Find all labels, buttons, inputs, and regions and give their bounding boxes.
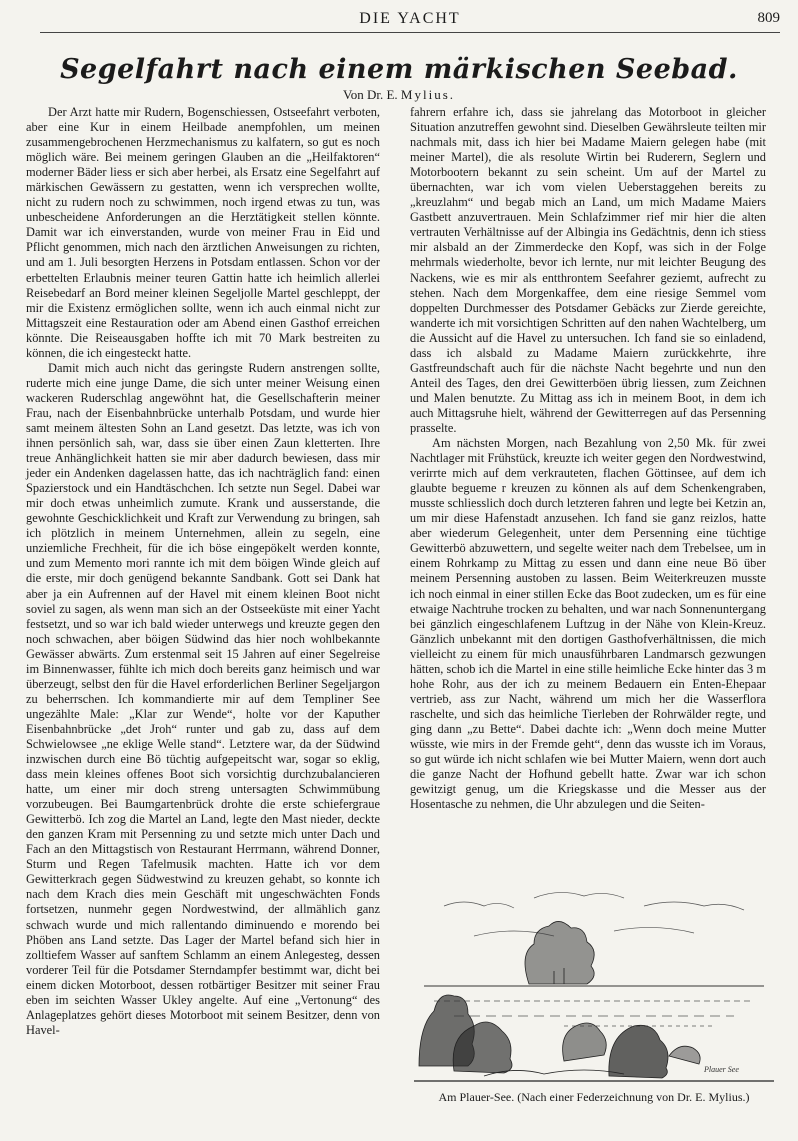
- illustration-caption: [414, 1090, 774, 1105]
- article-title: Segelfahrt nach einem märkischen Seebad.: [60, 54, 738, 85]
- pen-drawing-illustration: [414, 876, 774, 1084]
- paragraph-3: fahrern erfahre ich, dass sie jahrelang das Motorboot in gleicher Situation anzutreffen gewohnt sind. Dieselben Gewährsleute teilten mir nachmals mit, dass ich hier bei Madame Maiern gelegen habe (mit meiner Martel), die als resolute Wirtin bei Ruderern, Seglern und Motorbootern bekannt zu sein scheint. Um auf der Martel zu übernachten, war ich vom vielen Ueberstaggehen bereits zu „kreuzlahm“ und begab mich an Land, um mich Madame Maiers Gastbett anzuvertrauen. Mein Schlafzimmer rief mir hier die alten vertrauten Verhältnisse auf der Albingia ins Gedächtnis, denn ich stiess mir alsbald an der Zimmerdecke den Kopf, was sich in der Folge mehrmals wiederholte, bevor ich lernte, nur mit leichter Beugung des Nackens, wie es mir als entthrontem Seefahrer geziemt, aufrecht zu stehen. Nach dem Morgenkaffee, dem eine riesige Semmel vom doppelten Durchmesser des Potsdamer Gebäcks zur Zierde gereichte, wanderte ich mit vorsichtigen Schritten auf den nahen Wachtelberg, um die Aussicht auf die Havel zu untersuchen. Ich fand sie so einladend, dass ich alsbald zu Madame Maiern zurückkehrte, ihre Gastfreundschaft auch für die nächste Nacht begehrte und nun den Anteil des Tages, den drei Gewitterböen übrig liessen, zum Zeichnen und Malen benutzte. Zu Mittag ass ich in meinem Boot, in dem ich auch Mittagsruhe hielt, während der Gewitterregen auf das Persenning prasselte.: [410, 105, 766, 435]
- column-left: [26, 105, 380, 1038]
- caption-note: (Nach einer Federzeichnung von Dr. E. Mylius.): [517, 1090, 750, 1104]
- byline-prefix: Von Dr. E.: [343, 87, 398, 102]
- byline-author: Mylius.: [400, 87, 455, 102]
- running-head: DIE YACHT: [359, 10, 461, 27]
- page-number: 809: [757, 10, 780, 26]
- paragraph-1: Der Arzt hatte mir Rudern, Bogenschiessen, Ostseefahrt verboten, aber eine Kur in einem Heilbade anempfohlen, um meinen zusammengebrochenen Herzmechanismus zu kalfatern, so gut es noch möglich wäre. Bei meinem geringen Glauben an die „Heilfaktoren“ moderner Bäder liess er sich aber herbei, als Ersatz eine Segelfahrt auf märkischen Gewässern zu gestatten, wenn ich versprechen wollte, nicht zu rudern noch zu schwimmen, noch irgend etwas zu tun, was unbescheidene Anforderungen an die Herztätigkeit stellen könnte. Damit war ich einverstanden, wurde von meiner Frau in Eid und Pflicht genommen, mich nach den ärztlichen Anweisungen zu richten, und am 1. Juli besorgten Herzens in Potsdam entlassen. Schon vor der erbettelten Erlaubnis meiner teuren Gattin hatte ich heimlich allerlei Reisebedarf an Bord meiner kleinen Segeljolle Martel geschleppt, der mir die Existenz ermöglichen sollte, wenn ich auch einmal nicht zur Mittagszeit eine Restauration oder am Abend einen Gasthof erreichen könnte. Die Reiseausgaben hoffte ich mit 70 Mark bestreiten zu können, die ich eingesteckt hatte.: [26, 105, 380, 360]
- paragraph-4: Am nächsten Morgen, nach Bezahlung von 2,50 Mk. für zwei Nachtlager mit Frühstück, kreuzte ich weiter gegen den Nordwestwind, verirrte mich auf dem verkrauteten, flachen Göttinsee, auf dem ich glaubte begueme r kreuzen zu können als auf dem Schenkengraben, musste schliesslich doch durch letzteren fahren und legte bei Ketzin an, um mir diese Hafenstadt anzusehen. Ich fand sie ganz reizlos, hatte aber wiederum Gelegenheit, unter dem Persenning eine tüchtige Gewitterbö abzuwettern, und segelte weiter nach dem Trebelsee, um in einem Rohrkamp zu Mittag zu essen und dann eine neue Bö über meinem Persenning austoben zu lassen. Beim Weiterkreuzen musste ich noch einmal in einer stillen Ecke das Boot zudecken, um es für eine etwaige Nachtruhe trocken zu behalten, und war nach Sonnenuntergang bei gänzlich eingeschlafenem Luftzug in der Nähe von Klein-Kreuz. Gänzlich unbekannt mit den dortigen Gasthofverhältnissen, die mich vielleicht zu einem für mich unausführbaren Landmarsch gezwungen hätten, schob ich die Martel in eine stille heimliche Ecke hinter das 3 m hohe Rohr, aus der ich zu meinem Bedauern ein Enten-Ehepaar vertrieb, ass zur Nacht, während um mich her die Wasserflora raschelte, und sich das heimliche Tierleben der Rohrwälder regte, und ging dann „zu Bette“. Dabei dachte ich: „Wenn doch meine Mutter wüsste, wie mirs in der Fremde geht“, denn das wusste ich im Voraus, so gut würde ich nicht schlafen wie bei Mutter Maiern, wenn dort auch die ganze Nacht der Hofhund gebellt hatte. Zwar war ich schon gewitzigt genug, um die Kriegskasse und die Messer aus der Hosentasche zu nehmen, die Uhr abzulegen und die Seiten-: [410, 436, 766, 812]
- page-header: [40, 8, 780, 33]
- caption-place: Am Plauer-See.: [438, 1090, 515, 1104]
- paragraph-2: Damit mich auch nicht das geringste Rudern anstrengen sollte, ruderte mich eine junge Dame, die sich unter meiner Weisung einen wackeren Ruderschlag angewöhnt hat, die Gesellschafterin meiner Frau, nach der Eisenbahnbrücke unterhalb Potsdam, und wurde hier samt meinem ältesten Sohn an Land gesetzt. Das letzte, was ich von ihnen persönlich sah, war, dass sie über einen Zaun kletterten. Ihre treue Anhänglichkeit hatten sie mir aber dadurch bewiesen, dass mir jeder ein Andenken dagelassen hatte, das ich nachträglich fand: einen Spazierstock und ein Handtäschchen. Ich setzte nun Segel. Dabei war mir doch etwas unheimlich zumute. Krank und ausserstande, die gewohnte Geschicklichkeit und Kraft zur Verwendung zu bringen, sah ich plötzlich in meinem Unternehmen, allein zu segeln, eine unziemliche Frechheit, für die ich böse eingepökelt werden konnte, und zum Memento mori rannte ich mit dem böigen Winde gleich auf die erste, mir doch genügend bekannte Sandbank. Gott sei Dank hat aber ja ein Aufrennen auf der Havel mit einem kleinen Boot nicht soviel zu sagen, als wenn man sich an der Ostseeküste mit einer Yacht festsetzt, und so war ich bald wieder unterwegs und kreuzte gegen den noch schwachen, aber böigen Südwind das hier noch wohlbekannte Gewässer abwärts. Zum erstenmal seit 15 Jahren auf einer Segelreise im Binnenwasser, fühlte ich mich doch bereits ganz heimisch und war überzeugt, selbst den für die Havel erforderlichen Berliner Segeljargon zu beherrschen. Ich kommandierte mir auf dem Templiner See ungezählte Male: „Klar zur Wende“, holte vor der Kaputher Eisenbahnbrücke „det Jroh“ runter und gab zu, dass auf dem Schwielowsee „ne eklige Welle stand“. Letztere war, da der Südwind inzwischen durch eine Bö tüchtig aufgepeitscht war, sogar so eklig, dass mein kleines offenes Boot sich vorsichtig durchzubalancieren hatte, um einer mir doch streng untersagten Schwimmübung vorzubeugen. Bei Baumgartenbrück drohte die erste schiefergraue Gewitterbö. Ich zog die Martel an Land, legte den Mast nieder, deckte den ganzen Kram mit Persenning zu und setzte mich unter Dach und Fach an den Mittagstisch von Restaurant Herrmann, während Donner, Sturm und Regen Tafelmusik machten. Hatte ich vor dem Gewitterkrach gegen Südwestwind zu kreuzen gehabt, so konnte ich nach dem Krach dies mein Geschäft mit ungeschwächten Fonds fortsetzen, nunmehr gegen Nordwestwind, der allmählich ganz schwach wurde und mich rallentando diminuendo e morendo bei Phöben ans Land setzte. Das Lager der Martel befand sich hier in zolltiefem Wasser auf sanftem Schlamm an einem Anlegesteg, dessen vorderer Teil für die Potsdamer Sterndampfer bestimmt war, dicht bei einem dicken Motorboot, dessen rotbärtiger Besitzer mit seiner Frau eben im seichten Wasser Ukley angelte. Auf eine „Vertonung“ des Anlageplatzes gehört dieses Motorboot mit seinem Besitzer, denn von Havel-: [26, 360, 380, 1037]
- illustration-signature: Plauer See: [704, 1065, 739, 1074]
- byline: [0, 87, 798, 103]
- column-right: [410, 105, 766, 812]
